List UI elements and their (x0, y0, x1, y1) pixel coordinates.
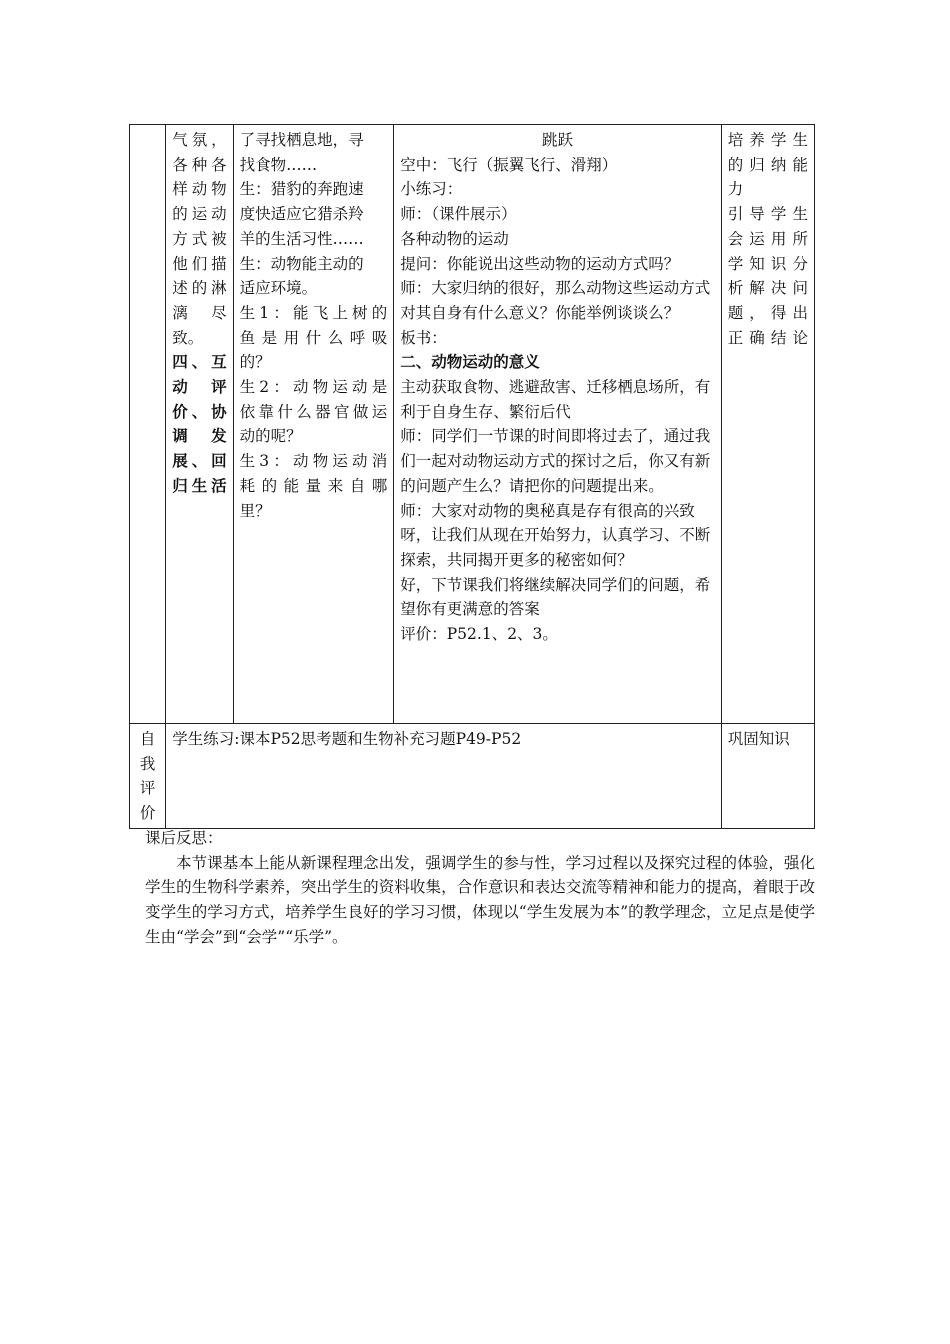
intent-text-line: 培养学生 (727, 131, 808, 149)
reflection-body: 本节课基本上能从新课程理念出发，强调学生的参与性，学习过程以及探究过程的体验，强化学生的生物科学素养，突出学生的资料收集，合作意识和表达交流等精神和能力的提高，着眼于改变学生的学习方式，培养学生良好的学习习惯，体现以“学生发展为本”的教学理念，立足点是使学生由“学会”到“会学”“乐学”。 (145, 853, 815, 946)
teacher-text: 小练习： (400, 180, 463, 199)
self-evaluation-label-cell (130, 724, 166, 829)
reflection-section (145, 826, 815, 950)
student-text-line: 适应环境。 (239, 279, 318, 298)
board-heading: 二、动物运动的意义 (400, 352, 540, 372)
student-text-line: 度快适应它猎杀羚 (239, 205, 364, 224)
stage-heading-line: 调 发 (172, 426, 227, 446)
intent-text-line: 会运用所 (727, 229, 808, 248)
self-evaluation-label-char: 我 (139, 754, 156, 773)
student-text-line: 的？ (239, 353, 271, 372)
table-row (130, 724, 815, 829)
stage-text-line: 述的淋 (172, 279, 227, 298)
stage-text-line: 方式被 (172, 229, 227, 248)
stage-heading-line: 动 评 (172, 377, 227, 397)
table-row (130, 125, 815, 724)
stage-text-line: 气氛， (172, 131, 227, 149)
student-text-line: 找食物…… (239, 155, 318, 174)
stage-text-line: 致。 (172, 328, 204, 347)
exercise-goal-text: 巩固知识 (727, 730, 790, 748)
teacher-text: 师：大家对动物的奥秘真是存有很高的兴致呀，让我们从现在开始努力，认真学习、不断探索，共同揭开更多的秘密如何？ (400, 501, 711, 569)
intent-text-line: 的归纳能 (727, 155, 808, 174)
teacher-text: 提问：你能说出这些动物的运动方式吗？ (400, 254, 680, 273)
stage-heading-line: 展、回 (172, 451, 227, 471)
teacher-text: 师：大家归纳的很好，那么动物这些运动方式对其自身有什么意义？你能举例谈谈么？ (400, 279, 711, 322)
self-evaluation-label-char: 价 (139, 804, 156, 823)
exercise-cell (166, 724, 721, 829)
stage-cell (166, 125, 233, 724)
stage-heading-line: 四、互 (172, 352, 227, 372)
student-text-line: 生3：动物运动消 (239, 452, 388, 471)
stage-heading-line: 归生活 (172, 475, 227, 495)
student-text-line: 鱼是用什么呼吸 (239, 328, 388, 347)
stage-text-line: 样动物 (172, 180, 227, 199)
intent-text-line: 学知识分 (727, 254, 808, 273)
student-text-line: 生1：能飞上树的 (239, 303, 388, 322)
intent-text-line: 正确结论 (727, 328, 808, 347)
student-text-line: 里？ (239, 501, 271, 520)
stage-text-line: 他们描 (172, 254, 227, 273)
teacher-text: 板书： (400, 328, 447, 347)
intent-text-line: 析解决问 (727, 279, 808, 298)
lesson-plan-table (129, 124, 815, 829)
exercise-goal-cell (721, 724, 814, 829)
intent-text-line: 题，得出 (727, 303, 808, 322)
stage-text-line: 各种各 (172, 155, 227, 174)
design-intent-cell (721, 125, 814, 724)
exercise-text: 学生练习:课本P52思考题和生物补充习题P49-P52 (172, 730, 522, 748)
teacher-text: 主动获取食物、逃避敌害、迁移栖息场所，有利于自身生存、繁衍后代 (400, 378, 711, 421)
student-text-line: 生：动物能主动的 (239, 254, 364, 273)
self-evaluation-label-char: 自 (139, 730, 156, 748)
student-text-line: 羊的生活习性…… (239, 229, 364, 248)
student-text-line: 动的呢？ (239, 427, 302, 446)
student-text-line: 生2：动物运动是 (239, 378, 388, 397)
teacher-text: 评价：P52.1、2、3。 (400, 625, 558, 644)
teacher-text: 空中：飞行（振翼飞行、滑翔） (400, 155, 618, 174)
teacher-text: 各种动物的运动 (400, 229, 509, 248)
reflection-title: 课后反思： (145, 829, 223, 847)
student-text-line: 生：猎豹的奔跑速 (239, 180, 364, 199)
intent-text-line: 引导学生 (727, 205, 808, 224)
stage-text-line: 漓 尽 (172, 303, 227, 322)
teacher-text: 师：（课件展示） (400, 205, 517, 224)
teacher-text: 跳跃 (541, 131, 573, 149)
teacher-text: 好，下节课我们将继续解决同学们的问题，希望你有更满意的答案 (400, 575, 711, 619)
teacher-activity-cell (394, 125, 721, 724)
empty-cell (130, 125, 166, 724)
teacher-text: 师：同学们一节课的时间即将过去了，通过我们一起对动物运动方式的探讨之后，你又有新的问题产生么？请把你的问题提出来。 (400, 427, 711, 495)
self-evaluation-label-char: 评 (139, 779, 156, 798)
student-activity-cell (233, 125, 394, 724)
student-text-line: 耗的能量来自哪 (239, 476, 388, 495)
stage-text-line: 的运动 (172, 205, 227, 224)
intent-text-line: 力 (727, 180, 744, 199)
stage-heading-line: 价、协 (172, 401, 227, 421)
student-text-line: 了寻找栖息地，寻 (239, 131, 364, 149)
student-text-line: 依靠什么器官做运 (239, 402, 388, 421)
